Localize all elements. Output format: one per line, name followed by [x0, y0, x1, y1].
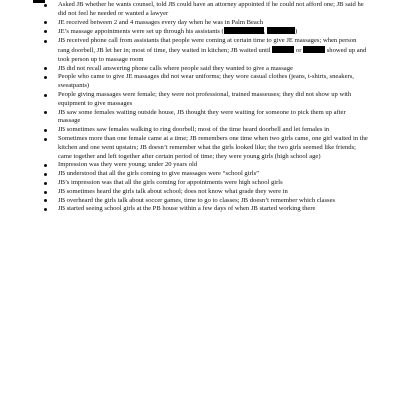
note-text: JB overheard the girls talk about soccer games, time to go to classes; JB doesn’t remember which classes — [58, 196, 336, 204]
note-text: JB saw some females waiting outside house, JB thought they were waiting for someone to pick them up after massage — [58, 108, 346, 125]
bullet-icon — [44, 30, 47, 33]
bullet-icon — [44, 129, 47, 132]
list-item — [40, 135, 368, 161]
list-item — [40, 1, 368, 19]
bullet-icon — [44, 67, 47, 70]
note-text: or — [294, 46, 304, 54]
bullet-icon — [44, 208, 47, 211]
note-text: People giving massages were female; they were not professional, trained masseuses; they did not show up with equipment to give massages — [58, 90, 352, 107]
redaction-block — [303, 46, 325, 53]
list-item — [40, 27, 368, 37]
bullet-icon — [44, 111, 47, 114]
list-item — [40, 161, 368, 170]
list-item — [40, 197, 368, 206]
note-text: JE received between 2 and 4 massages every day when he was in Palm Beach — [58, 18, 264, 26]
list-item — [40, 205, 368, 214]
note-text: Asked JB whether he wants counsel, told JB could have an attorney appointed if he could not afford one; JB said he did not feel he needed or wanted a lawyer — [58, 1, 364, 17]
list-item — [40, 188, 368, 197]
bullet-icon — [44, 173, 47, 176]
list-item — [40, 91, 368, 109]
redaction-block — [272, 46, 294, 53]
note-text: Sometimes more than one female came at a time; JB remembers one time when two girls came, one girl waited in the kitchen and one went upstairs; JB doesn’t remember what the girls looked like; the two girls seemed like friends; came together and left together after certain period of time; they were young girls (high school age) — [58, 134, 368, 160]
bullet-icon — [44, 94, 47, 97]
bullet-icon — [44, 199, 47, 202]
note-text: JB started seeing school girls at the PB house within a few days of when JB started working there — [58, 205, 316, 213]
bullet-icon — [44, 138, 47, 141]
list-item — [40, 73, 368, 91]
note-text: People who came to give JE massages did not wear uniforms; they wore casual clothes (jeans, t-shirts, sneakers, sweatpants) — [58, 73, 354, 90]
note-text: JB sometimes saw females walking to ring doorbell; most of the time heard doorbell and let females in — [58, 126, 330, 134]
list-item — [40, 65, 368, 74]
bullet-icon — [44, 4, 47, 7]
note-text: JB understood that all the girls coming to give massages were “school girls” — [58, 170, 260, 178]
note-text: ) — [295, 28, 298, 36]
list-item — [40, 19, 368, 28]
note-text: showed up and took person up to massage room — [58, 46, 367, 63]
bullet-icon — [44, 40, 47, 43]
note-text: , — [263, 28, 268, 36]
bullet-icon — [44, 182, 47, 185]
list-item — [40, 109, 368, 127]
note-text: JB received phone call from assistants that people were coming at certain time to give JE massages; when person rang doorbell, JB let her in; most of time, they waited in kitchen; JB waited until — [58, 37, 357, 54]
list-item — [40, 37, 368, 64]
note-text: Impression was they were young; under 20 years old — [58, 161, 198, 169]
list-item — [40, 126, 368, 135]
bullet-icon — [44, 76, 47, 79]
bullet-icon — [44, 164, 47, 167]
bullet-icon — [44, 21, 47, 24]
list-item — [40, 179, 368, 188]
note-text: JE’s massage appointments were set up through his assistants ( — [58, 28, 224, 36]
redaction-block — [267, 27, 298, 36]
note-text: JB did not recall answering phone calls where people said they wanted to give a massage — [58, 64, 293, 72]
note-text: JB’s impression was that all the girls coming for appointments were high school girls — [58, 178, 283, 186]
note-text: JB sometimes heard the girls talk about school; does not know what grade they were in — [58, 187, 288, 195]
interview-notes-list — [40, 1, 368, 214]
redaction-block — [224, 27, 264, 34]
bullet-icon — [44, 191, 47, 194]
list-item — [40, 170, 368, 179]
